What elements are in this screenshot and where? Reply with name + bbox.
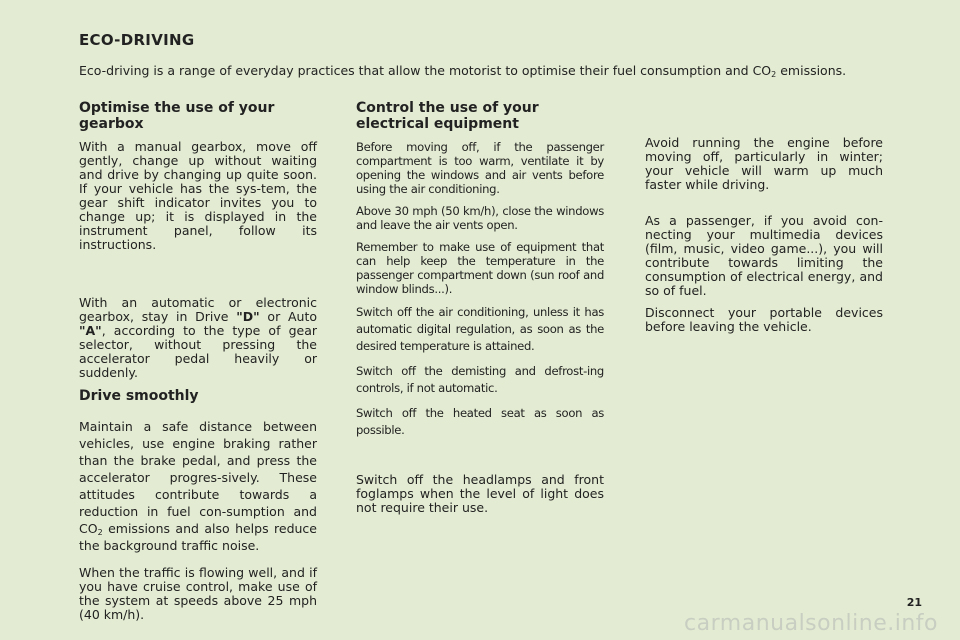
- intro-text: Eco-driving is a range of everyday practices that allow the motorist to optimise their fuel consumption and CO: [79, 63, 772, 78]
- paragraph-automatic-gearbox: With an automatic or electronic gearbox, stay in Drive "D" or Auto "A", according to the type of gear selector, without pressing the accelerator pedal heavily or suddenly.: [79, 295, 317, 380]
- drive-mode-d: "D": [236, 309, 260, 324]
- intro-subscript: 2: [771, 70, 777, 79]
- paragraph-heated-seat: Switch off the heated seat as soon as possible.: [356, 406, 604, 437]
- heading-drive-smoothly: Drive smoothly: [79, 388, 199, 404]
- heading-gearbox: Optimise the use of your gearbox: [79, 100, 275, 132]
- paragraph-air-conditioning: Switch off the air conditioning, unless it has automatic digital regulation, as soon as the desired temperature is attained.: [356, 305, 604, 353]
- paragraph-multimedia: As a passenger, if you avoid con-necting your multimedia devices (film, music, video game...), you will contribute towards limiting the consumption of electrical energy, and so of fuel.: [645, 213, 883, 298]
- heading-electrical: Control the use of your electrical equipment: [356, 100, 539, 132]
- paragraph-ventilate: Before moving off, if the passenger compartment is too warm, ventilate it by opening the windows and air vents before using the air conditioning.: [356, 140, 604, 196]
- co2-subscript: 2: [97, 528, 103, 537]
- paragraph-windows: Above 30 mph (50 km/h), close the windows and leave the air vents open.: [356, 204, 604, 232]
- intro-paragraph: [79, 64, 884, 78]
- paragraph-portable-devices: Disconnect your portable devices before leaving the vehicle.: [645, 305, 883, 334]
- paragraph-headlamps: Switch off the headlamps and front foglamps when the level of light does not require their use.: [356, 472, 604, 515]
- drive-mode-a: "A": [79, 323, 102, 338]
- paragraph-cruise-control: When the traffic is flowing well, and if you have cruise control, make use of the system at speeds above 25 mph (40 km/h).: [79, 565, 317, 622]
- page-number: 21: [906, 596, 922, 609]
- paragraph-demisting: Switch off the demisting and defrost-ing controls, if not automatic.: [356, 364, 604, 395]
- column-electrical: [356, 100, 604, 523]
- paragraph-equipment: Remember to make use of equipment that can help keep the temperature in the passenger compartment down (sun roof and window blinds...).: [356, 240, 604, 296]
- watermark: carmanualsonline.info: [684, 611, 938, 636]
- page-title: ECO-DRIVING: [79, 31, 195, 49]
- column-gearbox: [79, 100, 317, 630]
- paragraph-drive-smoothly: Maintain a safe distance between vehicles, use engine braking rather than the brake pedal, and press the accelerator progres-sively. These attitudes contribute towards a reduction in fuel con-sumption and $CO_2$ emissions and also helps reduce the background traffic noise.: [79, 419, 317, 553]
- intro-tail: emissions.: [776, 63, 847, 78]
- column-engine: [645, 136, 883, 342]
- paragraph-engine-warmup: Avoid running the engine before moving off, particularly in winter; your vehicle will warm up much faster while driving.: [645, 135, 883, 192]
- paragraph-manual-gearbox: With a manual gearbox, move off gently, change up without waiting and drive by changing up quite soon. If your vehicle has the sys-tem, the gear shift indicator invites you to change up; it is displayed in the instrument panel, follow its instructions.: [79, 139, 317, 252]
